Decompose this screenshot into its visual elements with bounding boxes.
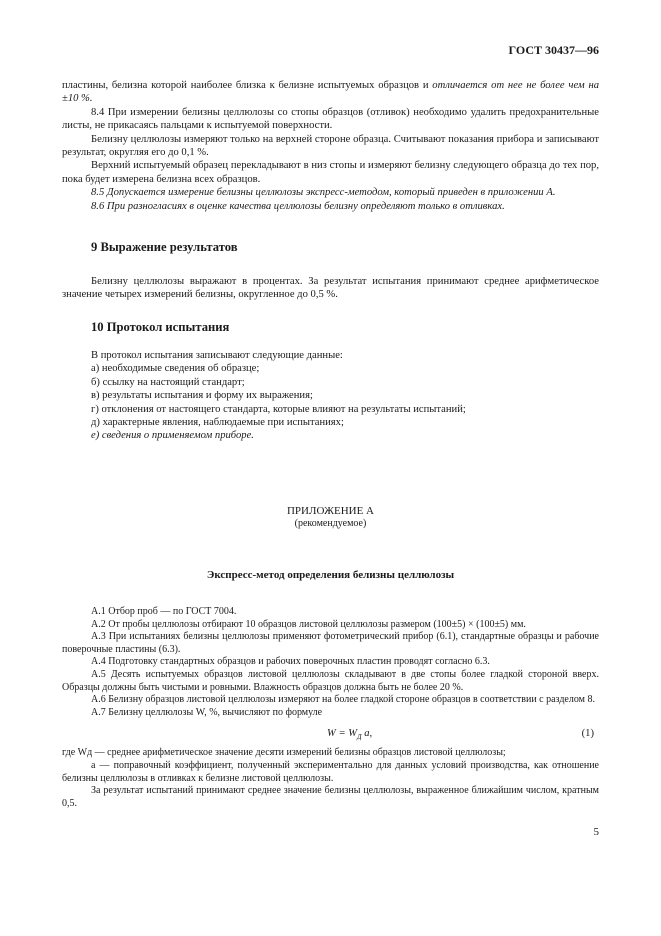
section-10-body	[62, 349, 599, 443]
appendix-a5: А.5 Десять испытуемых образцов листовой целлюлозы складывают в две стопы более гладкой стороной вверх. Образцы должны быть чистыми и ровными. Влажность образцов должна быть не более 20 %.	[62, 668, 599, 693]
formula-where-2: a — поправочный коэффициент, полученный экспериментально для данных условий производства, как отношение белизны целлюлозы в отливках к белизне листовой целлюлозы.	[62, 759, 599, 784]
protocol-item: е) сведения о применяемом приборе.	[91, 430, 254, 442]
appendix-a3: А.3 При испытаниях белизны целлюлозы применяют фотометрический прибор (6.1), стандартные образцы и рабочие поверочные пластины (6.3).	[62, 631, 599, 655]
section-10-heading: 10 Протокол испытания	[91, 320, 230, 334]
paragraph-8-4-b: Белизну целлюлозы измеряют только на верхней стороне образца. Считывают показания прибора и записывают результат, округляя его до 0,1 %.	[62, 133, 599, 159]
appendix-a4: А.4 Подготовку стандартных образцов и рабочих поверочных пластин проводят согласно 6.3.	[91, 656, 490, 668]
protocol-item: в) результаты испытания и форму их выражения;	[91, 390, 313, 402]
appendix-final: За результат испытаний принимают среднее значение белизны целлюлозы, выраженное ближайшим числом, кратным 0,5.	[62, 785, 599, 809]
paragraph-8-5: 8.5 Допускается измерение белизны целлюлозы экспресс-методом, который приведен в приложении А.	[91, 187, 556, 199]
paragraph-8-4-c: Верхний испытуемый образец перекладывают в низ стопы и измеряют белизну следующего образца до тех пор, пока будет измерена белизна всех образцов.	[62, 160, 599, 185]
appendix-a7: А.7 Белизну целлюлозы W, %, вычисляют по формуле	[91, 706, 323, 718]
standard-header: ГОСТ 30437—96	[508, 43, 599, 57]
appendix-heading: Экспресс-метод определения белизны целлюлозы	[206, 569, 455, 581]
section-9-body	[62, 275, 599, 302]
paragraph-8-3-end: пластины, белизна которой наиболее близка к белизне испытуемых образцов и отличается от нее не более чем на ±10 %.	[62, 80, 599, 105]
protocol-item: а) необходимые сведения об образце;	[91, 363, 260, 375]
appendix-a6: А.6 Белизну образцов листовой целлюлозы измеряют на более гладкой стороне образцов в соответствии с разделом 8.	[91, 694, 595, 706]
paragraph-9: Белизну целлюлозы выражают в процентах. За результат испытания принимают среднее арифметическое значение четырех измерений белизны, округленное до 0,5 %.	[62, 276, 599, 301]
appendix-body	[62, 606, 599, 810]
section-9-heading: 9 Выражение результатов	[91, 240, 238, 254]
protocol-intro: В протокол испытания записывают следующие данные:	[91, 350, 343, 361]
section-8-continuation	[62, 79, 599, 213]
protocol-item: б) ссылку на настоящий стандарт;	[91, 376, 245, 388]
protocol-item: д) характерные явления, наблюдаемые при испытаниях;	[91, 417, 344, 429]
formula-expression: $W = W_Д$ a,	[327, 728, 373, 742]
paragraph-8-6: 8.6 При разногласиях в оценке качества целлюлозы белизну определяют только в отливках.	[91, 200, 505, 212]
paragraph-8-4: 8.4 При измерении белизны целлюлозы со стопы образцов (отливок) необходимо удалить предохранительные листы, не прикасаясь пальцами к испытуемой поверхности.	[62, 106, 599, 132]
protocol-item: г) отклонения от настоящего стандарта, которые влияют на результаты испытаний;	[91, 403, 466, 415]
page-number: 5	[593, 826, 599, 838]
formula-1	[62, 723, 599, 747]
appendix-a1: А.1 Отбор проб — по ГОСТ 7004.	[91, 606, 237, 617]
appendix-title: ПРИЛОЖЕНИЕ А	[286, 505, 374, 517]
appendix-subtitle: (рекомендуемое)	[294, 518, 367, 529]
formula-where-1: где Wд — среднее арифметическое значение десяти измерений белизны образцов листовой целлюлозы;	[62, 747, 506, 759]
appendix-a2: А.2 От пробы целлюлозы отбирают 10 образцов листовой целлюлозы размером (100±5) × (100±5) мм.	[91, 618, 526, 630]
formula-number: (1)	[581, 728, 594, 740]
